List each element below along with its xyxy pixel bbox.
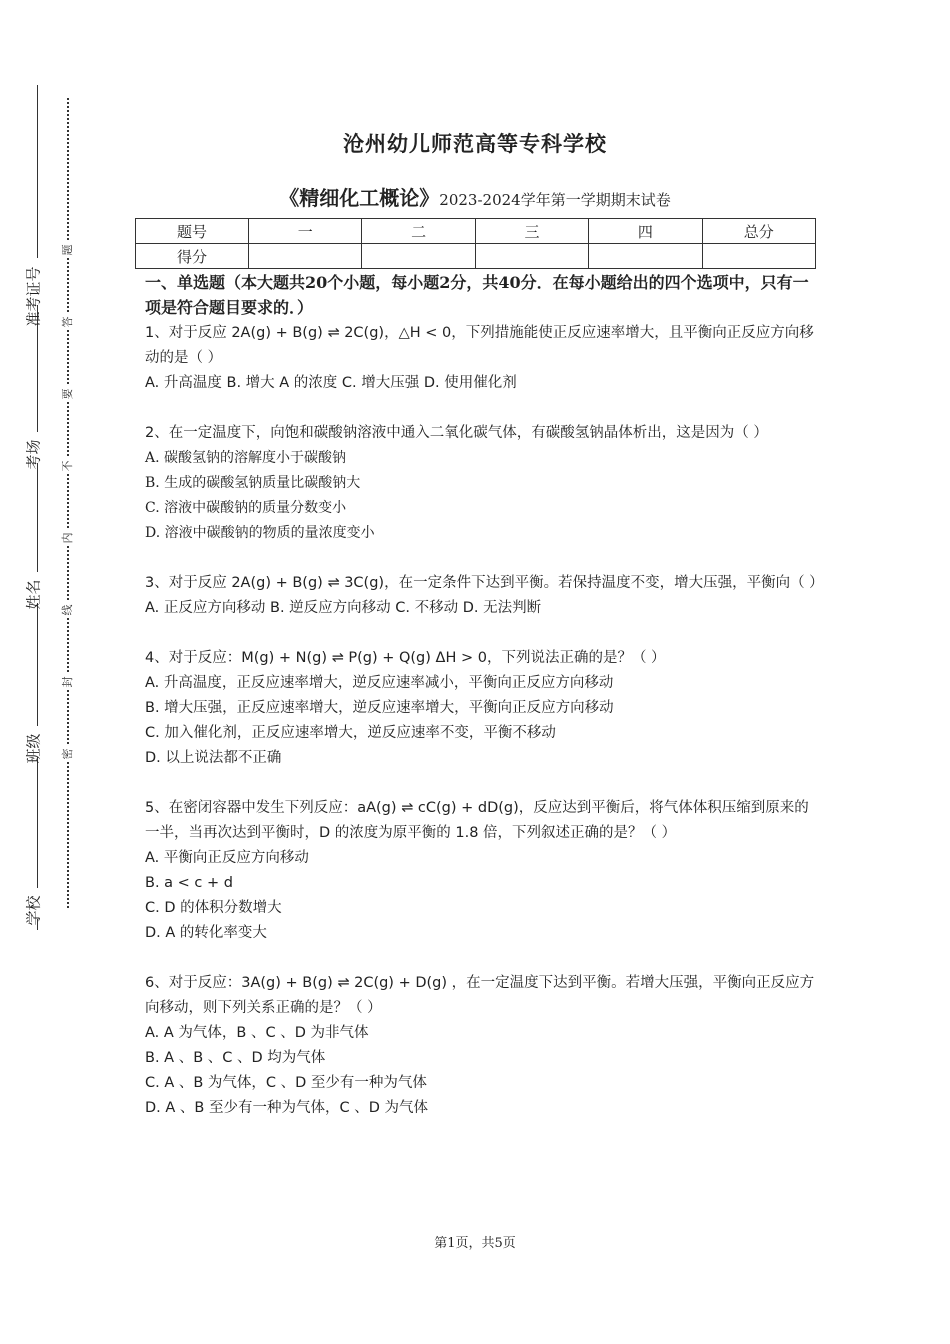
- page-footer: 第1页，共5页: [434, 1236, 516, 1251]
- question-option: C. 加入催化剂，正反应速率增大，逆反应速率不变，平衡不移动: [145, 725, 556, 741]
- question-option: B. A 、B 、C 、D 均为气体: [145, 1050, 326, 1066]
- binding-solid-line: [37, 85, 38, 930]
- label-school: 学校: [22, 888, 46, 919]
- seal-char-ti: 题: [62, 242, 74, 258]
- score-header-cell: 总分: [702, 219, 815, 244]
- question-option: B. 增大压强，正反应速率增大，逆反应速率增大，平衡向正反应方向移动: [145, 700, 614, 716]
- seal-char-yao: 要: [62, 386, 74, 402]
- score-row-label: 得分: [136, 244, 249, 269]
- question-option: A. A 为气体，B 、C 、D 为非气体: [145, 1025, 369, 1041]
- score-header-cell: 一: [249, 219, 362, 244]
- question-4: [145, 646, 817, 771]
- question-option: A. 升高温度，正反应速率增大，逆反应速率减小，平衡向正反应方向移动: [145, 675, 614, 691]
- question-options: A. 正反应方向移动 B. 逆反应方向移动 C. 不移动 D. 无法判断: [145, 600, 542, 616]
- score-header-cell: 题号: [136, 219, 249, 244]
- label-class: 班级: [22, 726, 46, 757]
- seal-char-feng: 封: [62, 674, 74, 690]
- seal-char-bu: 不: [62, 458, 74, 474]
- question-stem: 5、在密闭容器中发生下列反应：aA(g) ⇌ cC(g) + dD(g)，反应达到平衡后，将气体体积压缩到原来的一半，当再次达到平衡时，D 的浓度为原平衡的 1.8 倍，下列叙述正确的是？（ ）: [145, 800, 809, 841]
- course-title: 《精细化工概论》: [279, 186, 440, 210]
- exam-term: 2023-2024学年第一学期期末试卷: [439, 191, 671, 209]
- question-option: C. D 的体积分数增大: [145, 900, 282, 916]
- question-3: [145, 571, 824, 621]
- binding-dotted-line: [67, 98, 69, 908]
- question-2: [145, 421, 817, 546]
- score-header-cell: 四: [589, 219, 702, 244]
- question-stem: 1、对于反应 2A(g) + B(g) ⇌ 2C(g)，△H < 0，下列措施能使正反应速率增大，且平衡向正反应方向移动的是（ ）: [145, 325, 814, 366]
- label-exam-number: 准考证号: [22, 258, 46, 305]
- exam-content: [145, 270, 824, 1146]
- score-table-score-row: [136, 244, 816, 269]
- question-stem: 3、对于反应 2A(g) + B(g) ⇌ 3C(g)，在一定条件下达到平衡。若保持温度不变，增大压强，平衡向（ ）: [145, 575, 824, 591]
- question-stem: 4、对于反应：M(g) + N(g) ⇌ P(g) + Q(g) ΔH > 0，下列说法正确的是？（ ）: [145, 650, 666, 666]
- score-header-cell: 二: [362, 219, 475, 244]
- score-input-cell[interactable]: [589, 244, 702, 269]
- question-option: A. 碳酸氢钠的溶解度小于碳酸钠: [145, 450, 347, 466]
- score-table-header-row: [136, 219, 816, 244]
- label-name: 姓名: [22, 572, 46, 603]
- score-table: [135, 218, 816, 269]
- score-input-cell[interactable]: [475, 244, 588, 269]
- score-input-cell[interactable]: [249, 244, 362, 269]
- question-option: C. 溶液中碳酸钠的质量分数变小: [145, 500, 347, 516]
- question-option: D. A 、B 至少有一种为气体，C 、D 为气体: [145, 1100, 428, 1116]
- question-options: A. 升高温度 B. 增大 A 的浓度 C. 增大压强 D. 使用催化剂: [145, 375, 517, 391]
- school-name: 沧州幼儿师范高等专科学校: [343, 132, 607, 156]
- question-option: C. A 、B 为气体，C 、D 至少有一种为气体: [145, 1075, 427, 1091]
- question-6: [145, 971, 817, 1121]
- question-option: B. a < c + d: [145, 875, 233, 891]
- seal-char-da: 答: [62, 314, 74, 330]
- question-stem: 2、在一定温度下，向饱和碳酸钠溶液中通入二氧化碳气体，有碳酸氢钠晶体析出，这是因为（ ）: [145, 425, 768, 441]
- score-header-cell: 三: [475, 219, 588, 244]
- score-input-cell[interactable]: [702, 244, 815, 269]
- seal-char-nei: 内: [62, 530, 74, 546]
- question-1: [145, 321, 817, 396]
- question-option: D. 以上说法都不正确: [145, 750, 282, 766]
- section-title: 一、单选题（本大题共20个小题，每小题2分，共40分．在每小题给出的四个选项中，只有一项是符合题目要求的．）: [145, 273, 809, 317]
- score-input-cell[interactable]: [362, 244, 475, 269]
- seal-char-mi: 密: [62, 746, 74, 762]
- exam-subtitle: [0, 182, 950, 211]
- question-option: D. A 的转化率变大: [145, 925, 267, 941]
- question-stem: 6、对于反应：3A(g) + B(g) ⇌ 2C(g) + D(g) ，在一定温度下达到平衡。若增大压强，平衡向正反应方向移动，则下列关系正确的是？（ ）: [145, 975, 815, 1016]
- seal-char-xian: 线: [62, 602, 74, 618]
- question-option: A. 平衡向正反应方向移动: [145, 850, 309, 866]
- question-5: [145, 796, 817, 946]
- label-exam-room: 考场: [22, 432, 46, 463]
- question-option: D. 溶液中碳酸钠的物质的量浓度变小: [145, 525, 375, 541]
- question-option: B. 生成的碳酸氢钠质量比碳酸钠大: [145, 475, 361, 491]
